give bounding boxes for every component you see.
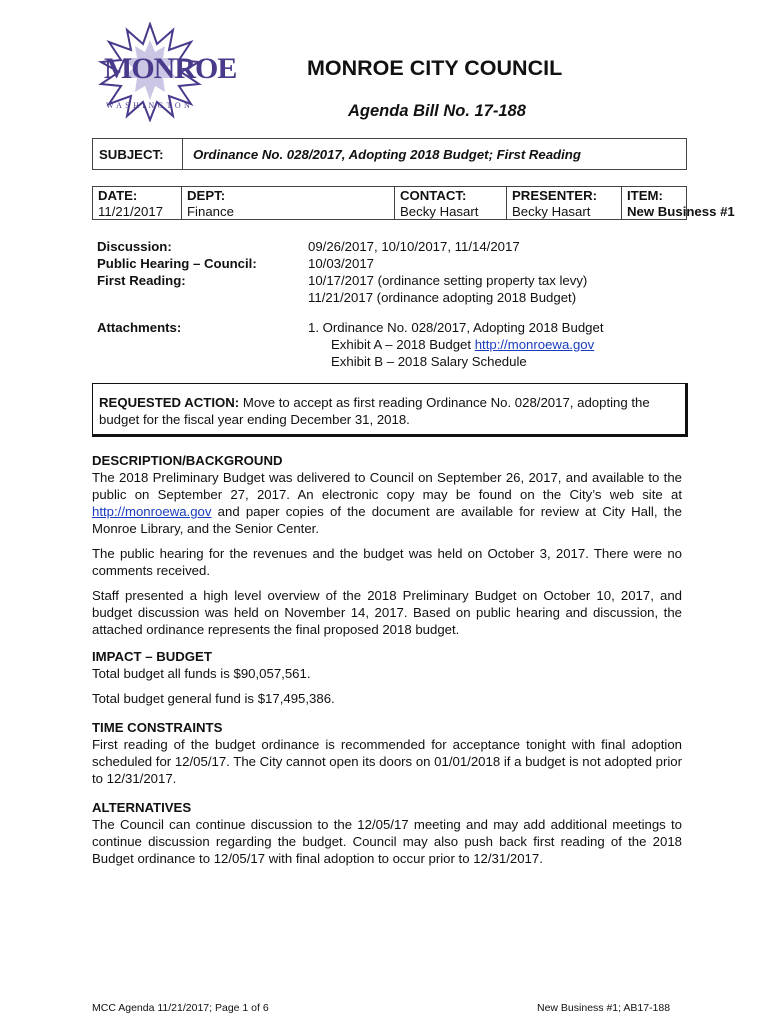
dept-cell [182, 187, 395, 219]
date-label: DATE: [98, 188, 138, 203]
attachment-exhibit-a [308, 336, 603, 353]
presenter-cell [507, 187, 622, 219]
time-constraints-paragraph: First reading of the budget ordinance is recommended for acceptance tonight with final adoption scheduled for 12/05/17. The City cannot open its doors on 01/01/2018 if a budget is not adopted prior to 12/31/2017. [92, 737, 682, 786]
attachment-exhibit-b: Exhibit B – 2018 Salary Schedule [331, 354, 527, 369]
logo-wordmark: MONROE [104, 52, 237, 85]
description-section [92, 452, 682, 638]
impact-paragraph-1: Total budget all funds is $90,057,561. [92, 666, 311, 681]
item-cell [622, 187, 735, 219]
contact-label: CONTACT: [400, 188, 467, 203]
contact-cell [395, 187, 507, 219]
dept-label: DEPT: [187, 188, 226, 203]
description-link[interactable]: http://monroewa.gov [92, 504, 212, 519]
alternatives-paragraph: The Council can continue discussion to the 12/05/17 meeting and may add additional meetings to continue discussion regarding the budget. Council may also push back first reading of the 2018 Budget ordinance to 12/05/17 with final adoption to occur prior to 12/31/2017. [92, 817, 682, 866]
alternatives-section [92, 799, 682, 867]
description-paragraph-2: The public hearing for the revenues and the budget was held on October 3, 2017. There were no comments received. [92, 546, 682, 578]
description-p1-part-a: The 2018 Preliminary Budget was delivered to Council on September 26, 2017, and available to the public on September 27, 2017. An electronic copy may be found on the City’s web site at [92, 470, 682, 502]
impact-heading: IMPACT – BUDGET [92, 649, 212, 664]
contact-value: Becky Hasart [400, 204, 479, 219]
discussion-label: Discussion: [97, 239, 172, 254]
alternatives-heading: ALTERNATIVES [92, 800, 192, 815]
description-heading: DESCRIPTION/BACKGROUND [92, 453, 283, 468]
discussion-value: 09/26/2017, 10/10/2017, 11/14/2017 [308, 239, 520, 254]
public-hearing-label: Public Hearing – Council: [97, 256, 257, 271]
requested-action-text: Move to accept as first reading Ordinance No. 028/2017, adopting the budget for the fiscal year ending December 31, 2018. [99, 395, 650, 427]
item-value: New Business #1 [627, 204, 735, 219]
exhibit-a-link[interactable]: http://monroewa.gov [474, 337, 595, 352]
subject-divider [182, 139, 183, 169]
first-reading-value-2: 11/21/2017 (ordinance adopting 2018 Budget) [308, 290, 577, 305]
item-label: ITEM: [627, 188, 663, 203]
presenter-value: Becky Hasart [512, 204, 591, 219]
date-cell [93, 187, 182, 219]
dept-value: Finance [187, 204, 234, 219]
first-reading-label: First Reading: [97, 273, 186, 288]
meta-values [308, 238, 587, 306]
requested-action-box [92, 383, 688, 437]
attachments-list [308, 319, 603, 370]
description-paragraph-3: Staff presented a high level overview of the 2018 Preliminary Budget on October 10, 2017, and budget discussion was held on November 14, 2017. Based on public hearing and discussion, the attached ordinance represents the final proposed 2018 budget. [92, 588, 682, 637]
meta-labels [97, 238, 257, 289]
info-table [92, 186, 735, 220]
agenda-bill-number: Agenda Bill No. 17-188 [348, 102, 526, 120]
time-constraints-section [92, 719, 682, 787]
footer-page-info: MCC Agenda 11/21/2017; Page 1 of 6 [92, 1002, 269, 1014]
presenter-label: PRESENTER: [512, 188, 597, 203]
footer-item-ref: New Business #1; AB17-188 [537, 1002, 671, 1014]
attachments-label: Attachments: [97, 320, 182, 335]
attachment-item-1: 1. Ordinance No. 028/2017, Adopting 2018 Budget [308, 320, 604, 335]
logo-subtitle: WASHINGTON [106, 101, 194, 110]
exhibit-a-text: Exhibit A – 2018 Budget [331, 337, 475, 352]
description-p1-part-b: and paper copies of the document are available for review at City Hall, the Monroe Library, and the Senior Center. [92, 504, 682, 536]
first-reading-value-1: 10/17/2017 (ordinance setting property tax levy) [308, 273, 588, 288]
impact-section [92, 648, 682, 707]
impact-paragraph-2: Total budget general fund is $17,495,386. [92, 691, 335, 706]
description-paragraph-1 [92, 469, 682, 537]
subject-box [92, 138, 687, 170]
public-hearing-value: 10/03/2017 [308, 256, 375, 271]
subject-label: SUBJECT: [99, 147, 164, 162]
requested-action-label: REQUESTED ACTION: [99, 395, 240, 410]
date-value: 11/21/2017 [98, 204, 164, 219]
subject-value: Ordinance No. 028/2017, Adopting 2018 Budget; First Reading [193, 147, 581, 162]
council-title: MONROE CITY COUNCIL [307, 56, 563, 80]
time-constraints-heading: TIME CONSTRAINTS [92, 720, 223, 735]
